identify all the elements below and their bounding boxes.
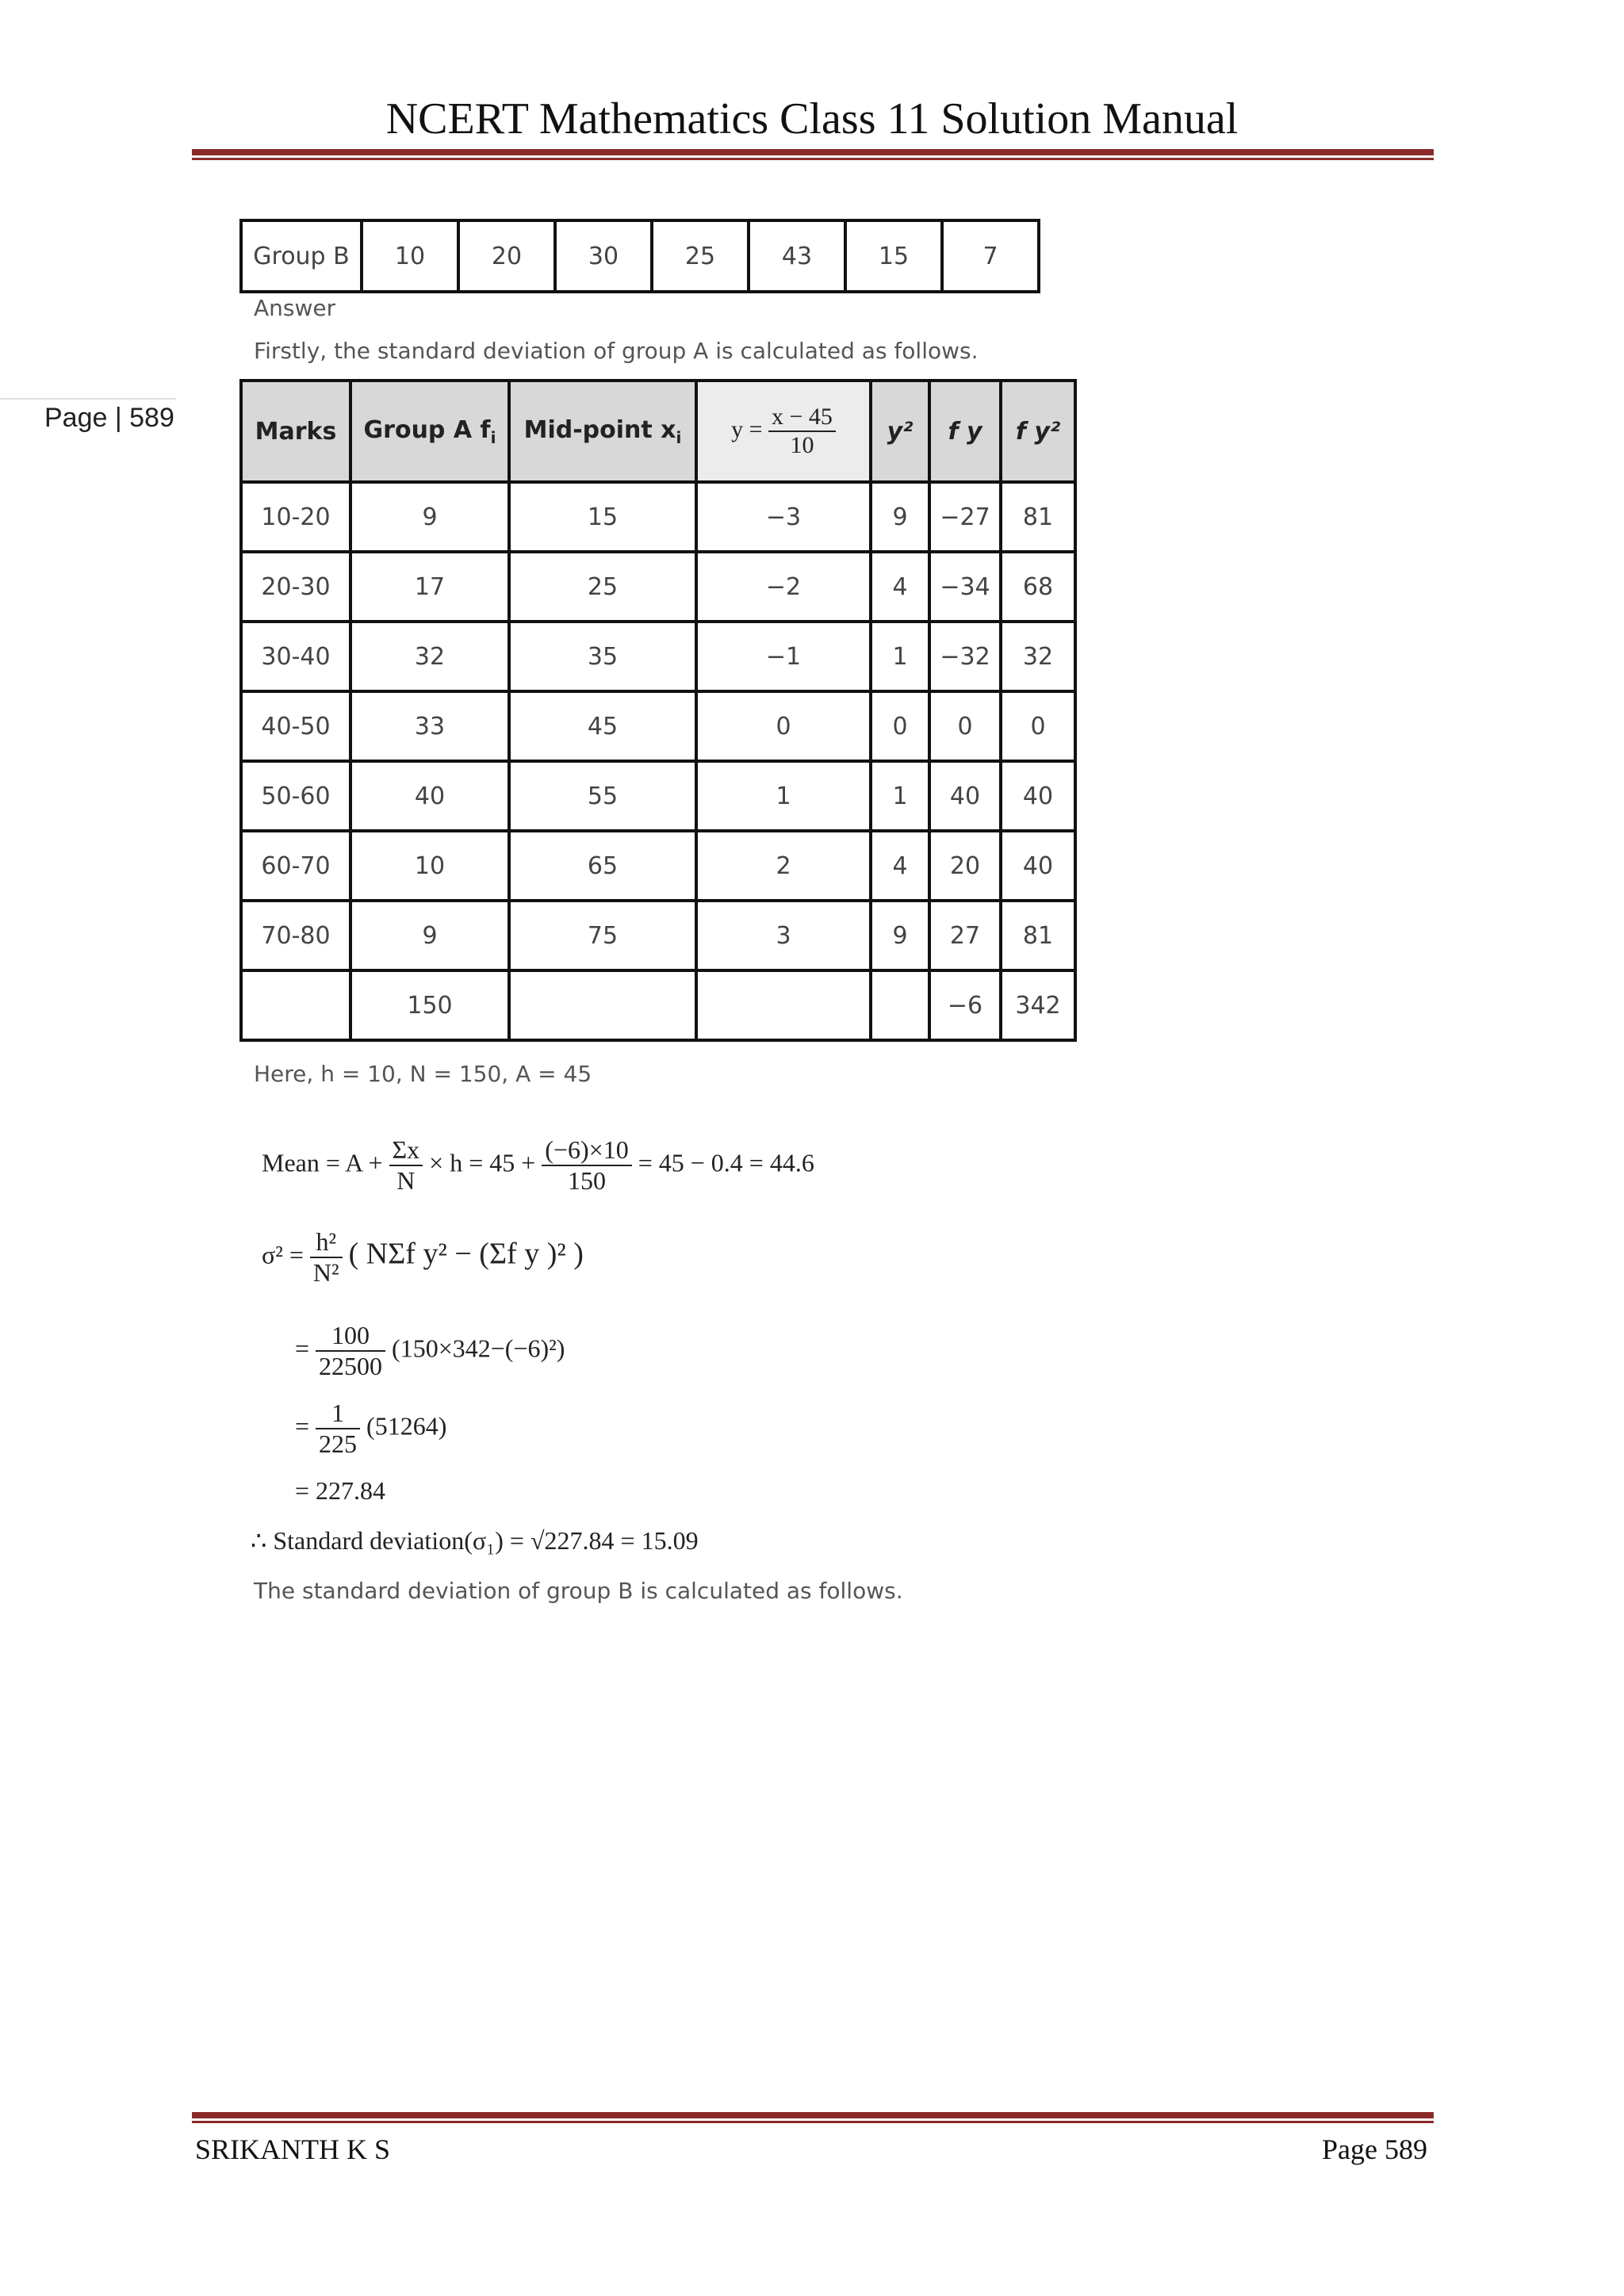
table-cell: 27	[929, 901, 1001, 970]
var-fraction	[310, 1227, 343, 1288]
table-cell: −34	[929, 552, 1001, 622]
side-page-label: Page | 589	[44, 403, 174, 433]
mean-sum-den: N	[396, 1166, 416, 1195]
table-cell: 60-70	[241, 831, 350, 901]
table-cell: 30-40	[241, 622, 350, 691]
table-cell: −3	[696, 482, 871, 552]
group-b-table	[239, 219, 1040, 293]
table-cell: 2	[696, 831, 871, 901]
group-b-cell: 10	[362, 220, 458, 292]
table-cell: −27	[929, 482, 1001, 552]
header-group-a-text: Group A f	[363, 415, 491, 444]
closing-text: The standard deviation of group B is calculated as follows.	[254, 1578, 903, 1604]
table-cell: 32	[350, 622, 509, 691]
table-cell: 55	[509, 761, 696, 831]
table-body	[241, 482, 1075, 1040]
variance-equation	[262, 1227, 584, 1288]
intro-text: Firstly, the standard deviation of group A is calculated as follows.	[254, 338, 979, 364]
variance-line-4: = 227.84	[295, 1476, 386, 1505]
mean-sum-num: Σx	[389, 1135, 423, 1166]
header-midpoint-text: Mid-point x	[523, 415, 676, 444]
mean-equation	[262, 1135, 814, 1196]
table-cell: 10-20	[241, 482, 350, 552]
table-cell: −1	[696, 622, 871, 691]
y-lhs: y =	[731, 415, 763, 442]
y-denominator: 10	[790, 432, 814, 458]
table-row	[241, 482, 1075, 552]
footer-page: Page 589	[1322, 2133, 1427, 2165]
group-a-table	[239, 379, 1077, 1042]
here-text: Here, h = 10, N = 150, A = 45	[254, 1061, 592, 1087]
table-cell: −6	[929, 970, 1001, 1040]
table-cell: 9	[871, 482, 929, 552]
mean-frac-den: 150	[568, 1166, 606, 1195]
variance-line-3	[295, 1399, 446, 1459]
table-cell: 32	[1001, 622, 1075, 691]
table-row	[241, 761, 1075, 831]
footer-rule	[192, 2112, 1434, 2123]
mean-lhs: Mean = A +	[262, 1148, 383, 1177]
table-header-row	[241, 381, 1075, 482]
table-cell	[696, 970, 871, 1040]
line3-num: 1	[316, 1399, 360, 1429]
equals-sign: =	[295, 1411, 310, 1441]
table-row	[241, 552, 1075, 622]
table-cell: 50-60	[241, 761, 350, 831]
table-cell: 1	[696, 761, 871, 831]
table-cell: 10	[350, 831, 509, 901]
header-y2: y²	[871, 381, 929, 482]
group-b-label: Group B	[241, 220, 362, 292]
table-cell: 75	[509, 901, 696, 970]
table-cell: 1	[871, 761, 929, 831]
header-group-a	[350, 381, 509, 482]
table-cell: 1	[871, 622, 929, 691]
table-cell: 0	[929, 691, 1001, 761]
table-cell: 70-80	[241, 901, 350, 970]
table-cell: 20-30	[241, 552, 350, 622]
header-rule	[192, 149, 1434, 160]
table-cell: 9	[350, 901, 509, 970]
table-cell: 81	[1001, 901, 1075, 970]
table-cell: 40	[1001, 761, 1075, 831]
header-group-a-sub: i	[490, 427, 496, 447]
table-row	[241, 622, 1075, 691]
table-cell: 33	[350, 691, 509, 761]
line3-den: 225	[319, 1429, 358, 1458]
table-cell: 40	[1001, 831, 1075, 901]
table-cell	[509, 970, 696, 1040]
table-cell: 0	[696, 691, 871, 761]
table-cell: 342	[1001, 970, 1075, 1040]
mean-mid: × h = 45 +	[429, 1148, 536, 1177]
total-row	[241, 970, 1075, 1040]
var-frac-num: h²	[310, 1227, 343, 1258]
table-cell	[241, 970, 350, 1040]
table-cell: 40-50	[241, 691, 350, 761]
table-cell: 0	[1001, 691, 1075, 761]
table-cell: 15	[509, 482, 696, 552]
table-cell: 9	[871, 901, 929, 970]
side-divider	[0, 398, 176, 400]
table-cell	[871, 970, 929, 1040]
header-fy2: f y²	[1001, 381, 1075, 482]
table-cell: 3	[696, 901, 871, 970]
mean-sum-fraction	[389, 1135, 423, 1196]
line3-fraction	[316, 1399, 360, 1459]
group-b-cell: 15	[845, 220, 942, 292]
line2-fraction	[316, 1321, 385, 1381]
header-fy: f y	[929, 381, 1001, 482]
table-cell: 35	[509, 622, 696, 691]
group-b-cell: 25	[652, 220, 749, 292]
variance-line-2	[295, 1321, 565, 1381]
table-cell: 20	[929, 831, 1001, 901]
table-cell: 4	[871, 552, 929, 622]
var-body: ( NΣf y² − (Σf y )² )	[348, 1237, 584, 1271]
table-cell: 0	[871, 691, 929, 761]
answer-label: Answer	[254, 295, 336, 321]
group-b-cell: 43	[749, 220, 845, 292]
table-cell: 40	[350, 761, 509, 831]
var-frac-den: N²	[312, 1258, 339, 1287]
table-row	[241, 831, 1075, 901]
table-cell: 45	[509, 691, 696, 761]
header-marks: Marks	[241, 381, 350, 482]
standard-deviation-line: ∴ Standard deviation(σ₁) = √227.84 = 15.09	[251, 1526, 699, 1555]
header-midpoint-sub: i	[676, 427, 682, 447]
table-cell: 40	[929, 761, 1001, 831]
group-b-cell: 7	[942, 220, 1039, 292]
header-midpoint	[509, 381, 696, 482]
footer-author: SRIKANTH K S	[195, 2133, 391, 2165]
header-y-formula	[696, 381, 871, 482]
y-fraction	[768, 404, 836, 459]
line2-body: (150×342−(−6)²)	[392, 1334, 565, 1363]
y-numerator: x − 45	[768, 404, 836, 432]
table-cell: 17	[350, 552, 509, 622]
table-cell: 65	[509, 831, 696, 901]
mean-frac-num: (−6)×10	[542, 1135, 631, 1166]
mean-result: = 45 − 0.4 = 44.6	[638, 1148, 814, 1177]
var-lhs: σ² =	[262, 1240, 304, 1269]
table-row	[241, 901, 1075, 970]
table-cell: −32	[929, 622, 1001, 691]
table-cell: 68	[1001, 552, 1075, 622]
table-cell: −2	[696, 552, 871, 622]
document-title: NCERT Mathematics Class 11 Solution Manual	[385, 94, 1239, 144]
table-cell: 150	[350, 970, 509, 1040]
table-cell: 9	[350, 482, 509, 552]
equals-sign: =	[295, 1334, 310, 1363]
mean-fraction	[542, 1135, 631, 1196]
table-cell: 4	[871, 831, 929, 901]
line2-den: 22500	[319, 1352, 383, 1380]
table-row	[241, 691, 1075, 761]
group-b-cell: 20	[458, 220, 555, 292]
table-cell: 25	[509, 552, 696, 622]
line3-body: (51264)	[366, 1411, 447, 1441]
table-cell: 81	[1001, 482, 1075, 552]
group-b-cell: 30	[555, 220, 652, 292]
line2-num: 100	[316, 1321, 385, 1352]
